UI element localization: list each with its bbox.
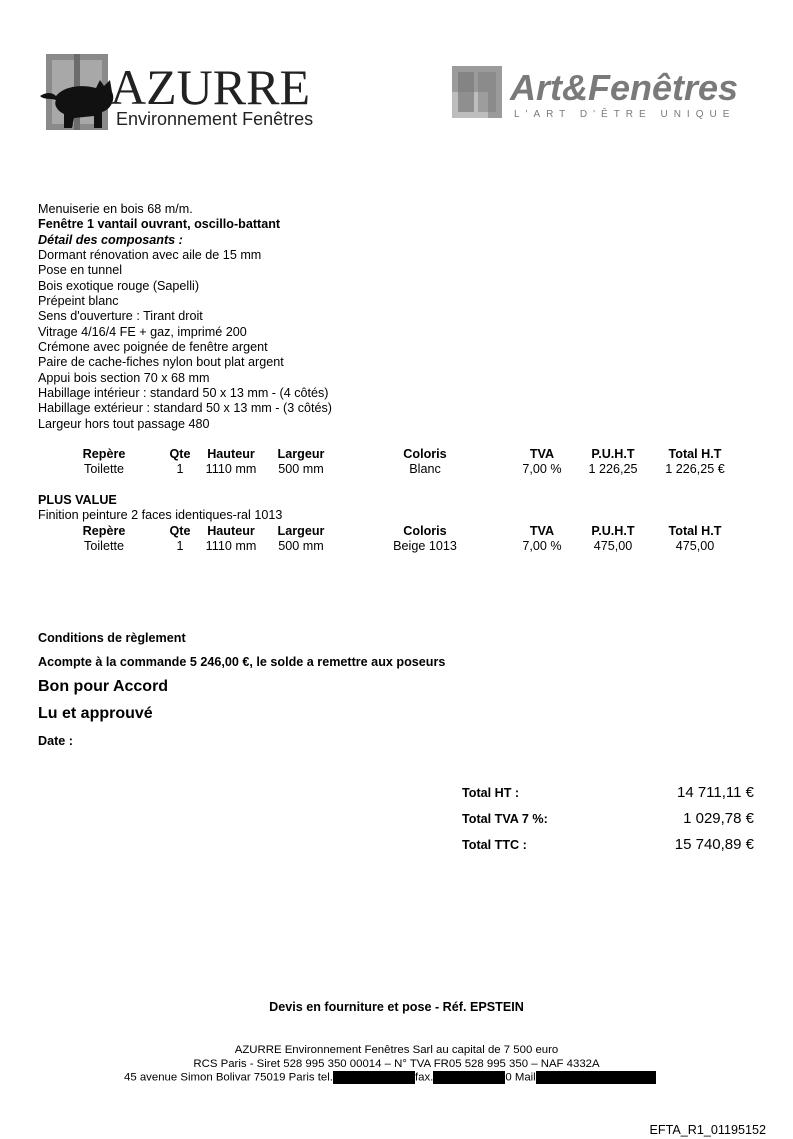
col-header-puht: P.U.H.T — [591, 447, 635, 461]
acompte-text: Acompte à la commande 5 246,00 €, le solde a remettre aux poseurs — [38, 655, 446, 669]
table-cell-puht: 1 226,25 — [588, 462, 638, 476]
table-cell-total-ht: 1 226,25 € — [665, 462, 725, 476]
document-id: EFTA_R1_01195152 — [649, 1123, 766, 1137]
bon-pour-accord: Bon pour Accord — [38, 678, 169, 695]
table-cell-largeur: 500 mm — [278, 462, 324, 476]
lu-et-approuve: Lu et approuvé — [38, 705, 153, 722]
devis-reference: Devis en fourniture et pose - Réf. EPSTEIN — [269, 1000, 524, 1014]
col-header-coloris: Coloris — [403, 524, 447, 538]
spec-line: Habillage extérieur : standard 50 x 13 mm - (3 côtés) — [38, 401, 332, 415]
spec-line: Menuiserie en bois 68 m/m. — [38, 202, 193, 216]
table-cell-repere: Toilette — [84, 462, 124, 476]
date-label: Date : — [38, 734, 73, 748]
footer-fax-label: fax. — [414, 1071, 434, 1084]
col-header-hauteur: Hauteur — [207, 524, 255, 538]
col-header-tva: TVA — [529, 524, 555, 538]
azurre-logo-tagline: Environnement Fenêtres — [116, 109, 314, 129]
col-header-total-ht: Total H.T — [668, 447, 722, 461]
spec-line: Paire de cache-fiches nylon bout plat argent — [38, 355, 284, 369]
redaction-box — [333, 1071, 415, 1084]
total-ht-value: 14 711,11 € — [676, 784, 754, 801]
table-cell-qte: 1 — [176, 539, 184, 553]
footer-company: AZURRE Environnement Fenêtres Sarl au capital de 7 500 euro — [234, 1044, 559, 1056]
footer-rcs: RCS Paris - Siret 528 995 350 00014 – N° TVA FR05 528 995 350 – NAF 4332A — [193, 1058, 600, 1070]
col-header-repere: Repère — [82, 447, 126, 461]
spec-line: Prépeint blanc — [38, 294, 119, 308]
footer-mail-label: 0 Mail — [505, 1071, 536, 1084]
spec-line: Habillage intérieur : standard 50 x 13 mm - (4 côtés) — [38, 386, 329, 400]
plus-value-description: Finition peinture 2 faces identiques-ral 1013 — [38, 508, 283, 522]
col-header-hauteur: Hauteur — [207, 447, 255, 461]
spec-line: Dormant rénovation avec aile de 15 mm — [38, 248, 262, 262]
table-cell-qte: 1 — [176, 462, 184, 476]
col-header-largeur: Largeur — [277, 524, 325, 538]
col-header-total-ht: Total H.T — [668, 524, 722, 538]
total-ttc-label: Total TTC : — [462, 838, 527, 852]
col-header-puht: P.U.H.T — [591, 524, 635, 538]
footer-address-line — [124, 1071, 656, 1084]
spec-line: Largeur hors tout passage 480 — [38, 417, 210, 431]
azurre-logo — [38, 52, 358, 134]
spec-line: Pose en tunnel — [38, 263, 123, 277]
col-header-repere: Repère — [82, 524, 126, 538]
table-cell-hauteur: 1110 mm — [205, 462, 257, 476]
art-fenetres-logo — [450, 62, 750, 122]
spec-line: Vitrage 4/16/4 FE + gaz, imprimé 200 — [38, 325, 247, 339]
table-cell-repere: Toilette — [84, 539, 124, 553]
azurre-logo-name: AZURRE — [110, 59, 310, 115]
col-header-tva: TVA — [529, 447, 555, 461]
total-ttc-value: 15 740,89 € — [674, 836, 754, 853]
table-cell-largeur: 500 mm — [278, 539, 324, 553]
table-cell-tva: 7,00 % — [522, 539, 562, 553]
redaction-box — [433, 1071, 505, 1084]
col-header-qte: Qte — [169, 524, 191, 538]
spec-line: Sens d'ouverture : Tirant droit — [38, 309, 203, 323]
total-tva-value: 1 029,78 € — [683, 810, 754, 827]
plus-value-title: PLUS VALUE — [38, 493, 117, 507]
table-cell-puht: 475,00 — [593, 539, 633, 553]
table-cell-coloris: Beige 1013 — [393, 539, 457, 553]
total-tva-label: Total TVA 7 %: — [462, 812, 548, 826]
table-cell-hauteur: 1110 mm — [205, 539, 257, 553]
conditions-title: Conditions de règlement — [38, 631, 186, 645]
col-header-coloris: Coloris — [403, 447, 447, 461]
table-cell-coloris: Blanc — [409, 462, 441, 476]
art-logo-tagline: L'ART D'ÊTRE UNIQUE — [514, 109, 736, 120]
spec-line-title: Fenêtre 1 vantail ouvrant, oscillo-battant — [38, 217, 281, 231]
art-logo-name: Art&Fenêtres — [510, 67, 739, 108]
spec-line: Crémone avec poignée de fenêtre argent — [38, 340, 268, 354]
footer-address: 45 avenue Simon Bolivar 75019 Paris tel. — [124, 1071, 333, 1084]
redaction-box — [536, 1071, 656, 1084]
total-ht-label: Total HT : — [462, 786, 520, 800]
spec-line: Appui bois section 70 x 68 mm — [38, 371, 210, 385]
col-header-qte: Qte — [169, 447, 191, 461]
col-header-largeur: Largeur — [277, 447, 325, 461]
spec-line: Bois exotique rouge (Sapelli) — [38, 279, 200, 293]
table-cell-tva: 7,00 % — [522, 462, 562, 476]
spec-line-subtitle: Détail des composants : — [38, 233, 183, 247]
table-cell-total-ht: 475,00 — [675, 539, 715, 553]
